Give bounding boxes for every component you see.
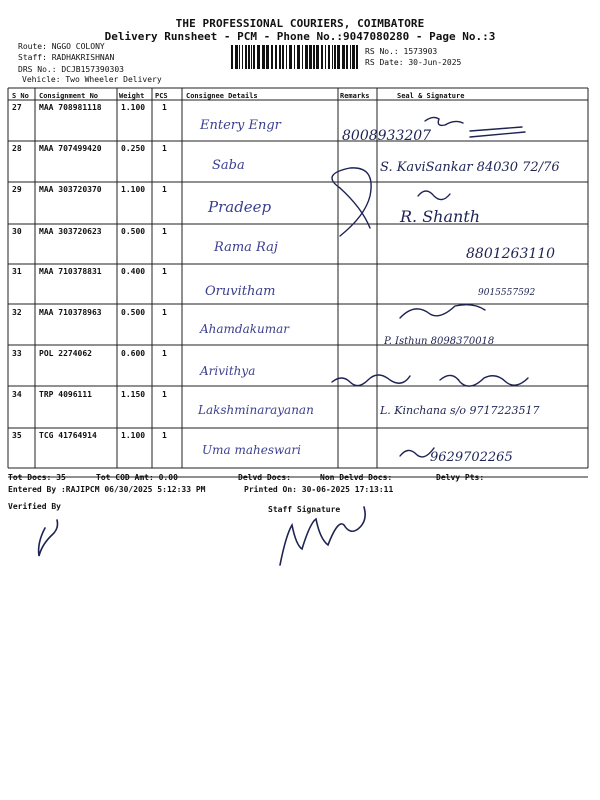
row-pcs: 1 — [162, 349, 167, 358]
entered-by: Entered By :RAJIPCM 06/30/2025 5:12:33 PM — [8, 485, 206, 494]
row-seal: P. Isthun 8098370018 — [384, 336, 495, 347]
vehicle-label: Vehicle: Two Wheeler Delivery — [22, 75, 162, 84]
row-pcs: 1 — [162, 267, 167, 276]
row-consignee: Oruvitham — [205, 284, 276, 299]
row-weight: 0.500 — [121, 227, 146, 236]
total-docs: Tot Docs: 35 — [8, 473, 66, 482]
row-sno: 35 — [12, 431, 22, 440]
row-consignee: Uma maheswari — [202, 443, 301, 457]
col-header-sno: S No — [12, 92, 29, 100]
row-seal: 8008933207 — [342, 128, 432, 144]
row-sno: 34 — [12, 390, 22, 399]
row-pcs: 1 — [162, 308, 167, 317]
row-consignment: MAA 708981118 — [39, 103, 102, 112]
col-header-consignee: Consignee Details — [186, 92, 258, 100]
document-title: THE PROFESSIONAL COURIERS, COIMBATORE — [175, 17, 425, 30]
col-header-pcs: PCS — [155, 92, 168, 100]
row-sno: 27 — [12, 103, 22, 112]
row-consignment: POL 2274062 — [39, 349, 92, 358]
col-header-consignment: Consignment No — [39, 92, 99, 100]
row-seal: 8801263110 — [466, 246, 556, 262]
row-seal: 9015557592 — [478, 288, 536, 298]
row-sno: 28 — [12, 144, 22, 153]
row-consignee: Arivithya — [200, 364, 256, 378]
row-consignee: Entery Engr — [200, 118, 281, 133]
row-weight: 1.100 — [121, 185, 146, 194]
row-sno: 33 — [12, 349, 22, 358]
row-weight: 1.100 — [121, 431, 146, 440]
row-sno: 31 — [12, 267, 22, 276]
row-seal: S. KaviSankar 84030 72/76 — [380, 160, 560, 175]
row-pcs: 1 — [162, 227, 167, 236]
rs-date: RS Date: 30-Jun-2025 — [365, 58, 462, 67]
drs-number: DRS No.: DCJB157390303 — [18, 65, 124, 74]
delivered-docs: Delvd Docs: — [238, 473, 291, 482]
row-consignment: MAA 707499420 — [39, 144, 102, 153]
row-weight: 0.400 — [121, 267, 146, 276]
row-weight: 0.500 — [121, 308, 146, 317]
staff-signature-label: Staff Signature — [268, 505, 341, 514]
row-weight: 0.250 — [121, 144, 146, 153]
row-seal: R. Shanth — [400, 207, 481, 226]
row-consignment: TRP 4096111 — [39, 390, 92, 399]
row-pcs: 1 — [162, 103, 167, 112]
row-consignment: MAA 710378963 — [39, 308, 102, 317]
row-consignment: MAA 710378831 — [39, 267, 102, 276]
row-consignee: Ahamdakumar — [200, 322, 290, 336]
row-consignment: TCG 41764914 — [39, 431, 97, 440]
row-seal: 9629702265 — [430, 450, 513, 465]
document-subtitle: Delivery Runsheet - PCM - Phone No.:9047080280 - Page No.:3 — [104, 30, 496, 43]
route-label: Route: NGGO COLONY — [18, 42, 105, 51]
row-pcs: 1 — [162, 144, 167, 153]
row-consignment: MAA 303720370 — [39, 185, 102, 194]
total-cod-amount: Tot COD Amt: 0.00 — [96, 473, 178, 482]
row-weight: 0.600 — [121, 349, 146, 358]
row-consignee: Rama Raj — [214, 240, 278, 255]
col-header-remarks: Remarks — [340, 92, 370, 100]
printed-on: Printed On: 30-06-2025 17:13:11 — [244, 485, 394, 494]
non-delivered-docs: Non Delvd Docs: — [320, 473, 393, 482]
row-consignment: MAA 303720623 — [39, 227, 102, 236]
row-pcs: 1 — [162, 185, 167, 194]
row-pcs: 1 — [162, 390, 167, 399]
row-consignee: Saba — [212, 158, 245, 173]
row-sno: 30 — [12, 227, 22, 236]
row-seal: L. Kinchana s/o 9717223517 — [380, 404, 540, 417]
row-sno: 29 — [12, 185, 22, 194]
staff-label: Staff: RADHAKRISHNAN — [18, 53, 115, 62]
row-consignee: Lakshminarayanan — [198, 403, 314, 417]
rs-number: RS No.: 1573903 — [365, 47, 438, 56]
row-sno: 32 — [12, 308, 22, 317]
row-weight: 1.150 — [121, 390, 146, 399]
delivery-points: Delvy Pts: — [436, 473, 485, 482]
row-weight: 1.100 — [121, 103, 146, 112]
row-consignee: Pradeep — [208, 198, 272, 216]
col-header-seal: Seal & Signature — [397, 92, 465, 100]
row-pcs: 1 — [162, 431, 167, 440]
col-header-weight: Weight — [119, 92, 145, 100]
verified-by-label: Verified By — [8, 502, 61, 511]
